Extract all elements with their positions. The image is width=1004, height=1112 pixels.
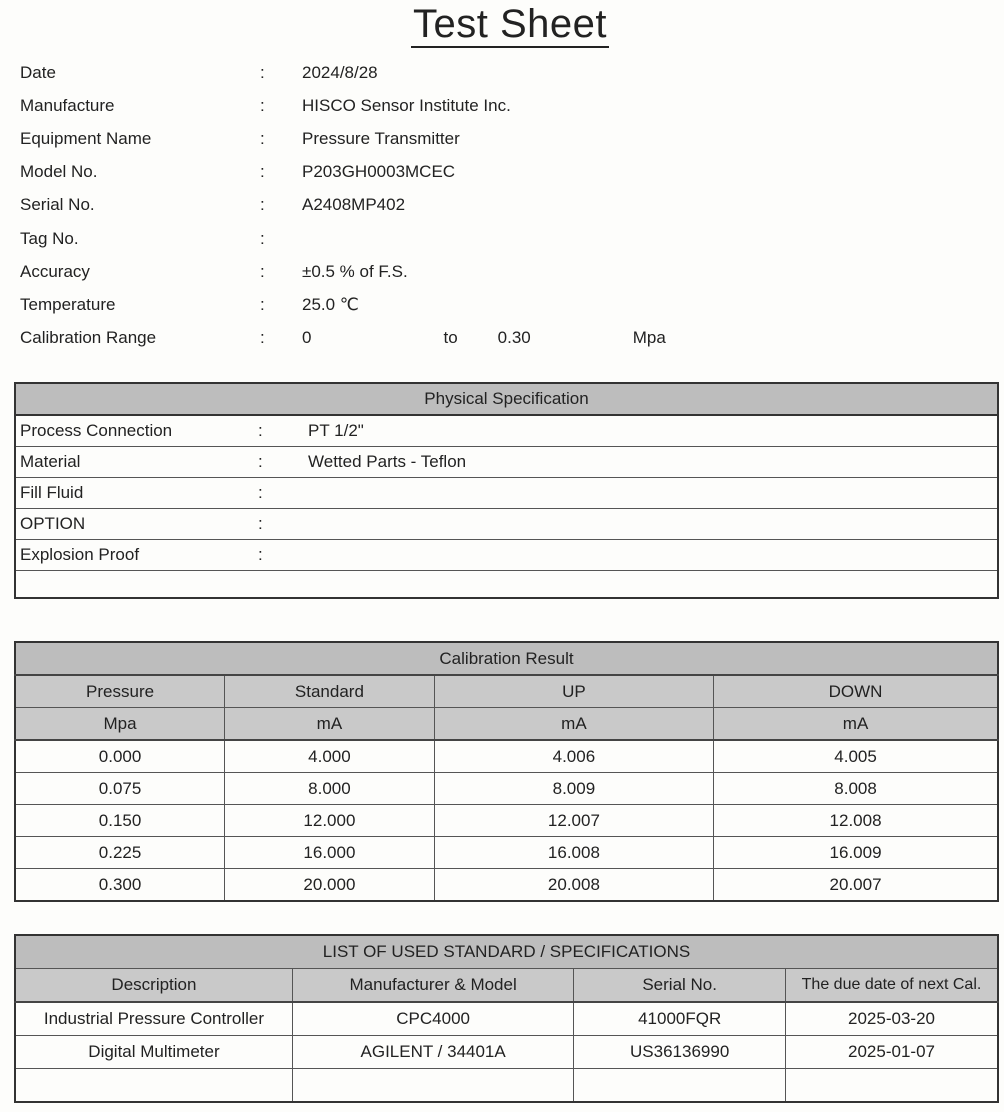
unit-up: mA (434, 708, 713, 741)
info-colon: : (260, 328, 265, 348)
spec-label: Explosion Proof (15, 540, 254, 571)
cell-manufacturer-model: AGILENT / 34401A (292, 1036, 573, 1069)
range-unit: Mpa (632, 328, 666, 348)
spec-value (304, 509, 998, 540)
cell-pressure: 0.075 (15, 773, 225, 805)
calibration-header-row (15, 675, 998, 708)
info-row-manufacture (20, 89, 820, 122)
info-value: A2408MP402 (302, 195, 406, 215)
spec-colon: : (254, 509, 304, 540)
col-header-manufacturer-model: Manufacturer & Model (292, 969, 573, 1003)
calibration-title-row (15, 642, 998, 675)
info-colon: : (260, 228, 265, 248)
info-label: Tag No. (20, 228, 79, 248)
col-header-up: UP (434, 675, 713, 708)
unit-pressure: Mpa (15, 708, 225, 741)
range-to: to (443, 328, 458, 348)
standards-title: LIST OF USED STANDARD / SPECIFICATIONS (15, 935, 998, 969)
blank-cell (786, 1069, 999, 1103)
table-row (15, 540, 998, 571)
page-title: Test Sheet (412, 2, 607, 46)
cell-standard: 20.000 (225, 869, 435, 902)
info-row-date (20, 56, 820, 89)
info-label: Model No. (20, 162, 98, 182)
cell-pressure: 0.150 (15, 805, 225, 837)
info-value: 25.0 ℃ (302, 294, 359, 314)
cell-description: Digital Multimeter (15, 1036, 292, 1069)
spec-label: Fill Fluid (15, 478, 254, 509)
cell-up: 12.007 (434, 805, 713, 837)
table-row-blank (15, 571, 998, 599)
cell-standard: 16.000 (225, 837, 435, 869)
standards-title-row (15, 935, 998, 969)
table-row (15, 773, 998, 805)
unit-down: mA (714, 708, 998, 741)
cell-up: 20.008 (434, 869, 713, 902)
calibration-result-table (14, 641, 999, 902)
cell-down: 4.005 (714, 740, 998, 773)
table-row (15, 415, 998, 447)
info-block (20, 56, 820, 355)
info-label: Accuracy (20, 261, 90, 281)
info-row-tag-no (20, 222, 820, 255)
blank-cell (15, 571, 998, 599)
cell-pressure: 0.300 (15, 869, 225, 902)
cell-down: 8.008 (714, 773, 998, 805)
spec-colon: : (254, 415, 304, 447)
blank-cell (292, 1069, 573, 1103)
info-colon: : (260, 294, 265, 314)
spec-value (304, 540, 998, 571)
col-header-pressure: Pressure (15, 675, 225, 708)
info-row-temperature (20, 288, 820, 321)
cell-up: 8.009 (434, 773, 713, 805)
physical-spec-table (14, 382, 999, 599)
range-high: 0.30 (497, 328, 531, 348)
calibration-title: Calibration Result (15, 642, 998, 675)
col-header-standard: Standard (225, 675, 435, 708)
physical-spec-title: Physical Specification (15, 383, 998, 415)
col-header-down: DOWN (714, 675, 998, 708)
col-header-due-date: The due date of next Cal. (786, 969, 999, 1003)
spec-label: Material (15, 447, 254, 478)
info-colon: : (260, 128, 265, 148)
spec-value: Wetted Parts - Teflon (304, 447, 998, 478)
table-row (15, 805, 998, 837)
info-row-model-no (20, 156, 820, 189)
info-row-calibration-range (20, 322, 820, 355)
info-value: HISCO Sensor Institute Inc. (302, 95, 511, 115)
cell-up: 4.006 (434, 740, 713, 773)
physical-spec-header-row (15, 383, 998, 415)
standards-header-row (15, 969, 998, 1003)
blank-cell (574, 1069, 786, 1103)
spec-value: PT 1/2" (304, 415, 998, 447)
cell-standard: 12.000 (225, 805, 435, 837)
calibration-unit-row (15, 708, 998, 741)
info-label: Serial No. (20, 195, 95, 215)
table-row (15, 740, 998, 773)
info-label: Temperature (20, 294, 116, 314)
spec-colon: : (254, 540, 304, 571)
spec-label: OPTION (15, 509, 254, 540)
info-row-accuracy (20, 255, 820, 288)
table-row (15, 1036, 998, 1069)
cell-serial-no: US36136990 (574, 1036, 786, 1069)
cell-due-date: 2025-03-20 (786, 1002, 999, 1036)
spec-colon: : (254, 447, 304, 478)
cell-due-date: 2025-01-07 (786, 1036, 999, 1069)
cell-standard: 8.000 (225, 773, 435, 805)
cell-standard: 4.000 (225, 740, 435, 773)
table-row (15, 447, 998, 478)
spec-value (304, 478, 998, 509)
standards-table (14, 934, 999, 1103)
cell-manufacturer-model: CPC4000 (292, 1002, 573, 1036)
blank-cell (15, 1069, 292, 1103)
spec-colon: : (254, 478, 304, 509)
cell-down: 12.008 (714, 805, 998, 837)
cell-description: Industrial Pressure Controller (15, 1002, 292, 1036)
info-label: Calibration Range (20, 328, 157, 348)
cell-down: 20.007 (714, 869, 998, 902)
spec-label: Process Connection (15, 415, 254, 447)
info-value: 2024/8/28 (302, 62, 378, 82)
table-row (15, 869, 998, 902)
info-row-serial-no (20, 189, 820, 222)
info-colon: : (260, 162, 265, 182)
info-colon: : (260, 62, 265, 82)
table-row (15, 837, 998, 869)
info-value: Pressure Transmitter (302, 128, 460, 148)
info-value: P203GH0003MCEC (302, 162, 456, 182)
info-colon: : (260, 261, 265, 281)
info-colon: : (260, 195, 265, 215)
cell-up: 16.008 (434, 837, 713, 869)
cell-down: 16.009 (714, 837, 998, 869)
info-label: Equipment Name (20, 128, 152, 148)
cell-serial-no: 41000FQR (574, 1002, 786, 1036)
range-low: 0 (302, 328, 312, 348)
table-row (15, 478, 998, 509)
table-row-blank (15, 1069, 998, 1103)
table-row (15, 1002, 998, 1036)
info-row-equipment-name (20, 122, 820, 155)
unit-standard: mA (225, 708, 435, 741)
info-label: Date (20, 62, 56, 82)
info-label: Manufacture (20, 95, 115, 115)
info-colon: : (260, 95, 265, 115)
table-row (15, 509, 998, 540)
range-values (302, 328, 666, 348)
col-header-description: Description (15, 969, 292, 1003)
info-value: ±0.5 % of F.S. (302, 261, 408, 281)
cell-pressure: 0.225 (15, 837, 225, 869)
col-header-serial-no: Serial No. (574, 969, 786, 1003)
cell-pressure: 0.000 (15, 740, 225, 773)
